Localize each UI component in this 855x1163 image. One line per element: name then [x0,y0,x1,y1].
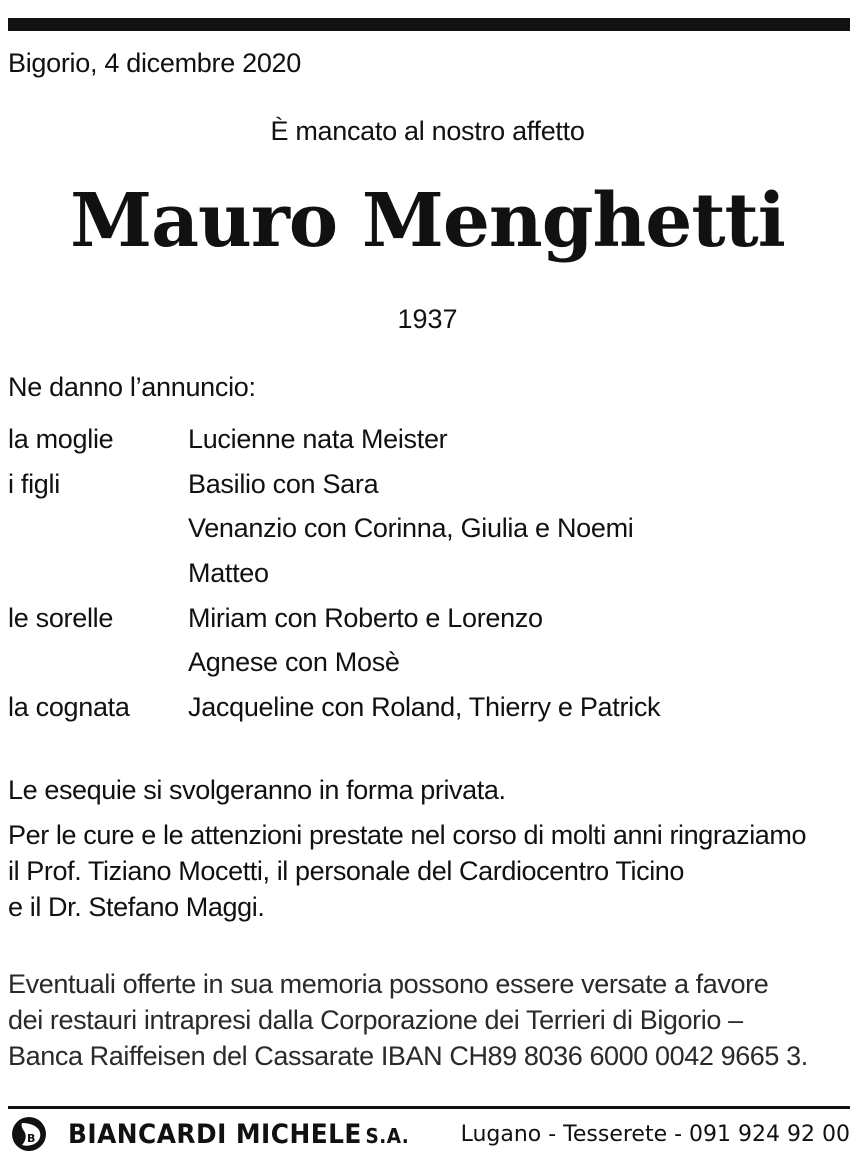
relative-role: le sorelle [8,602,114,633]
relative-row [8,417,660,462]
company-suffix: S.A. [365,1123,410,1148]
relative-role: la moglie [8,423,114,454]
footer [8,1113,850,1155]
relative-names: Venanzio con Corinna, Giulia e Noemi [188,513,634,544]
relative-role: i figli [8,468,60,499]
relative-role: la cognata [8,691,130,722]
thanks-line: il Prof. Tiziano Mocetti, il personale del Cardiocentro Ticino [8,856,685,886]
footer-rule [8,1106,850,1109]
top-rule [8,18,850,31]
svg-text:B: B [27,1132,36,1145]
donations-line: Eventuali offerte in sua memoria possono essere versate a favore [8,969,769,999]
donations-line: dei restauri intrapresi dalla Corporazione dei Terrieri di Bigorio – [8,1005,743,1035]
donations-paragraph [8,966,808,1074]
intro-text: È mancato al nostro affetto [270,116,585,146]
funeral-notice: Le esequie si svolgeranno in forma privata. [8,775,506,805]
relative-row [8,551,660,596]
relative-row [8,506,660,551]
relative-row [8,596,660,641]
relative-names: Agnese con Mosè [188,647,400,678]
relative-names: Matteo [188,557,269,588]
relatives-list [8,417,660,730]
relative-row [8,640,660,685]
place-date: Bigorio, 4 dicembre 2020 [8,48,301,78]
relative-names: Miriam con Roberto e Lorenzo [188,602,543,633]
donations-line: Banca Raiffeisen del Cassarate IBAN CH89 8036 6000 0042 9665 3. [8,1041,808,1071]
birth-year: 1937 [397,304,458,334]
relative-row [8,462,660,507]
company-logo-icon [12,1117,46,1151]
company-contacts: Lugano - Tesserete - 091 924 92 00 [460,1121,850,1147]
company-name [68,1119,409,1150]
relative-row [8,685,660,730]
deceased-name: Mauro Menghetti [70,178,785,264]
announcement-label: Ne danno l’annuncio: [8,372,256,402]
relative-names: Basilio con Sara [188,468,379,499]
thanks-paragraph [8,817,806,925]
relative-names: Jacqueline con Roland, Thierry e Patrick [188,691,661,722]
thanks-line: e il Dr. Stefano Maggi. [8,892,265,922]
relative-names: Lucienne nata Meister [188,423,448,454]
thanks-line: Per le cure e le attenzioni prestate nel corso di molti anni ringraziamo [8,820,807,850]
company-name-text: BIANCARDI MICHELE [68,1118,362,1150]
